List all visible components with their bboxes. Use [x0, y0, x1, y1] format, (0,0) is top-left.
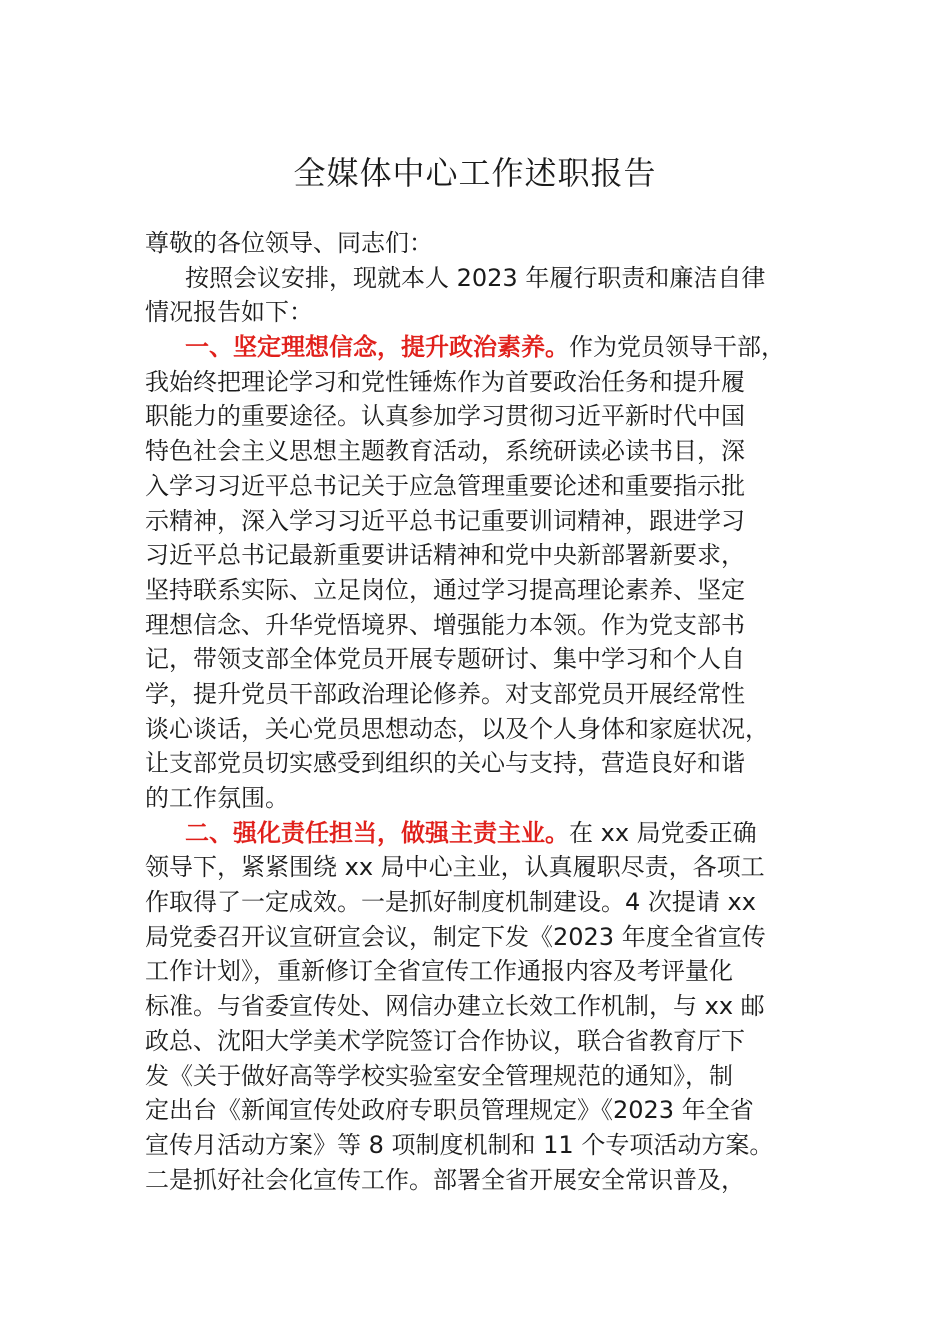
section-1-line: 记，带领支部全体党员开展专题研讨、集中学习和个人自: [145, 645, 745, 674]
section-1-line: 特色社会主义思想主题教育活动，系统研读必读书目，深: [145, 437, 745, 466]
section-1-text: 作为党员领导干部，: [569, 333, 785, 362]
section-1-line: 入学习习近平总书记关于应急管理重要论述和重要指示批: [145, 471, 745, 500]
intro-line: 按照会议安排，现就本人 2023 年履行职责和廉洁自律: [185, 263, 766, 292]
section-2-line: 二是抓好社会化宣传工作。部署全省开展安全常识普及，: [145, 1165, 745, 1194]
section-1-line: 的工作氛围。: [145, 784, 289, 812]
section-1-heading: 一、坚定理想信念，提升政治素养。: [185, 333, 569, 362]
section-1-first-line: [145, 330, 810, 365]
greeting: 尊敬的各位领导、同志们：: [145, 229, 433, 257]
intro-line: 情况报告如下：: [145, 298, 313, 327]
document-body: [145, 226, 810, 1197]
section-2-line: 局党委召开议宣研宣会议，制定下发《2023 年度全省宣传: [145, 922, 766, 951]
section-2-line: 定出台《新闻宣传处政府专职员管理规定》《2023 年全省: [145, 1096, 754, 1125]
document-title: 全媒体中心工作述职报告: [293, 154, 657, 192]
section-2-first-line: [145, 816, 810, 851]
section-1-line: 学，提升党员干部政治理论修养。对支部党员开展经常性: [145, 679, 745, 708]
section-2-line: 政总、沈阳大学美术学院签订合作协议，联合省教育厅下: [145, 1026, 745, 1055]
section-2-text: 在 xx 局党委正确: [569, 818, 757, 847]
section-2-line: 领导下，紧紧围绕 xx 局中心主业，认真履职尽责，各项工: [145, 853, 765, 882]
section-1-line: 让支部党员切实感受到组织的关心与支持，营造良好和谐: [145, 749, 745, 778]
section-1-line: 理想信念、升华党悟境界、增强能力本领。作为党支部书: [145, 610, 745, 639]
section-1-line: 谈心谈话，关心党员思想动态，以及个人身体和家庭状况，: [145, 714, 769, 743]
section-1-line: 我始终把理论学习和党性锤炼作为首要政治任务和提升履: [145, 367, 745, 396]
section-1-line: 坚持联系实际、立足岗位，通过学习提高理论素养、坚定: [145, 575, 745, 604]
section-2-heading: 二、强化责任担当，做强主责主业。: [185, 818, 569, 847]
section-2-line: 发《关于做好高等学校实验室安全管理规范的通知》，制: [145, 1061, 733, 1090]
section-1-line: 习近平总书记最新重要讲话精神和党中央新部署新要求，: [145, 541, 745, 570]
section-2-line: 标准。与省委宣传处、网信办建立长效工作机制，与 xx 邮: [145, 992, 765, 1021]
section-2-line: 作取得了一定成效。一是抓好制度机制建设。4 次提请 xx: [145, 888, 756, 917]
section-1-line: 示精神，深入学习习近平总书记重要训词精神，跟进学习: [145, 506, 745, 535]
section-2-line: 宣传月活动方案》等 8 项制度机制和 11 个专项活动方案。: [145, 1130, 774, 1159]
section-1-line: 职能力的重要途径。认真参加学习贯彻习近平新时代中国: [145, 402, 745, 431]
section-2-line: 工作计划》，重新修订全省宣传工作通报内容及考评量化: [145, 957, 733, 986]
